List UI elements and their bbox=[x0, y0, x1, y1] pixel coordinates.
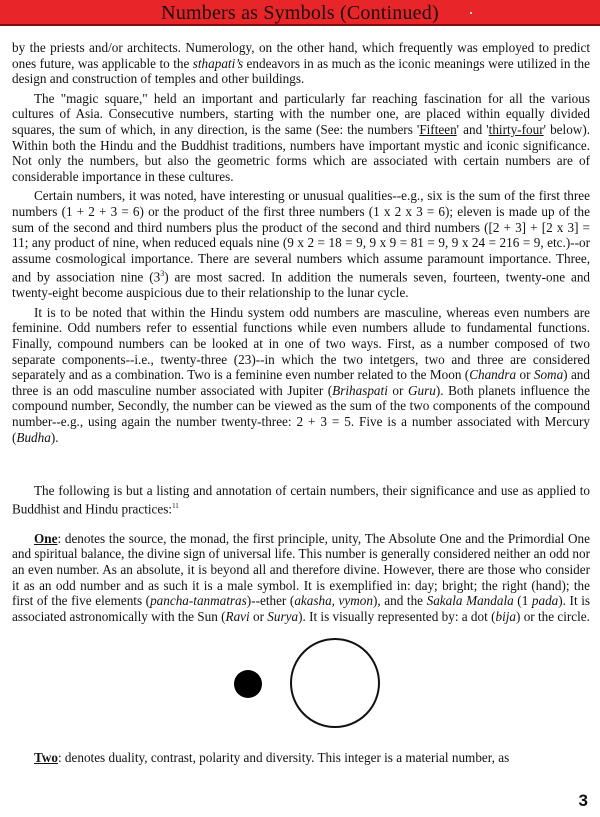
dot-symbol bbox=[234, 670, 262, 698]
page-header bbox=[0, 0, 600, 26]
entry-one-label: One bbox=[34, 530, 58, 546]
entry-two-label: Two bbox=[34, 750, 58, 766]
header-ornament bbox=[470, 12, 472, 14]
paragraph-intro: by the priests and/or architects. Numerology, on the other hand, which frequently was employed to predict ones future, was applicable to the sthapati’s endeavors in as much as the iconic meanings were utilized in the design and construction of temples and other buildings. bbox=[12, 40, 590, 87]
page-title: Numbers as Symbols (Continued) bbox=[161, 1, 439, 24]
link-fifteen[interactable]: Fifteen bbox=[419, 121, 457, 137]
entry-one: One: denotes the source, the monad, the first principle, unity, The Absolute One and the Primordial One and spiritual balance, the divine sign of universal life. This number is generally considered neither an odd nor an even number. As an absolute, it is beyond all and therefore divine. However, there are those who consider it as an odd number and as such it is a male symbol. It is exemplified in: day; bright; the right (hand); the first of the five elements (pancha-tanmatras)--ether (akasha, vymon), and the Sakala Mandala (1 pada). It is associated astronomically with the Sun (Ravi or Surya). It is visually represented by: a dot (bija) or the circle. bbox=[12, 530, 591, 624]
entry-two: Two: denotes duality, contrast, polarity and diversity. This integer is a material number, as bbox=[34, 750, 510, 766]
paragraph-magic-square: The "magic square," held an important and particularly far reaching fascination for all the various cultures of Asia. Consecutive numbers, starting with the number one, are placed within equally divided squares, the sum of which, in any direction, is the same (See: the numbers 'Fifteen' and 'thirty-four' below). Within both the Hindu and the Buddhist traditions, numbers have important mystic and iconic significance. Not only the numbers, but also the geometric forms which are associated with certain numbers are of considerable importance in these cultures. bbox=[12, 90, 591, 184]
paragraph-listing-intro: The following is but a listing and annotation of certain numbers, their significance and use as applied to Buddhist and Hindu practices:$^{11}$ bbox=[12, 483, 590, 517]
page-number: 3 bbox=[578, 791, 588, 810]
dot-and-circle-figure bbox=[12, 638, 590, 736]
paragraph-odd-even: It is to be noted that within the Hindu system odd numbers are masculine, whereas even numbers are feminine. Odd numbers refer to essential functions while even numbers allude to fundamental functions. Finally, compound numbers can be looked at in one of two ways. First, as a number composed of two separate components--i.e., twenty-three (23)--in which the two intetgers, two and three are considered separately and as a combination. Two is a feminine even number related to the Moon (Chandra or Soma) and three is an odd masculine number associated with Jupiter (Brihaspati or Guru). Both planets influence the compound number, Secondly, the number can be viewed as the sum of the two components of the compound number--e.g., using again the number twenty-three: 2 + 3 = 5. Five is a number associated with Mercury (Budha). bbox=[12, 304, 590, 445]
circle-symbol bbox=[290, 638, 380, 728]
link-thirty-four[interactable]: thirty-four bbox=[488, 121, 544, 137]
body-text bbox=[12, 40, 590, 766]
paragraph-certain-numbers: Certain numbers, it was noted, have interesting or unusual qualities--e.g., six is the sum of the first three numbers (1 + 2 + 3 = 6) or the product of the first three numbers (1 x 2 x 3 = 6); eleven is made up of the sum of the second and third numbers plus the product of the second and third numbers ([2 + 3] + [2 x 3] = 11; any product of nine, when reduced equals nine (9 x 2 = 18 = 9, 9 x 9 = 81 = 9, 9 x 24 = 216 = 9, etc.)--or assume cosmological importance. There are several numbers which assume paramount importance. Three, and by association nine $(3^3)$ are most sacred. In addition the numerals seven, fourteen, twenty-one and twenty-eight become auspicious due to their relationship to the lunar cycle. bbox=[12, 188, 591, 301]
